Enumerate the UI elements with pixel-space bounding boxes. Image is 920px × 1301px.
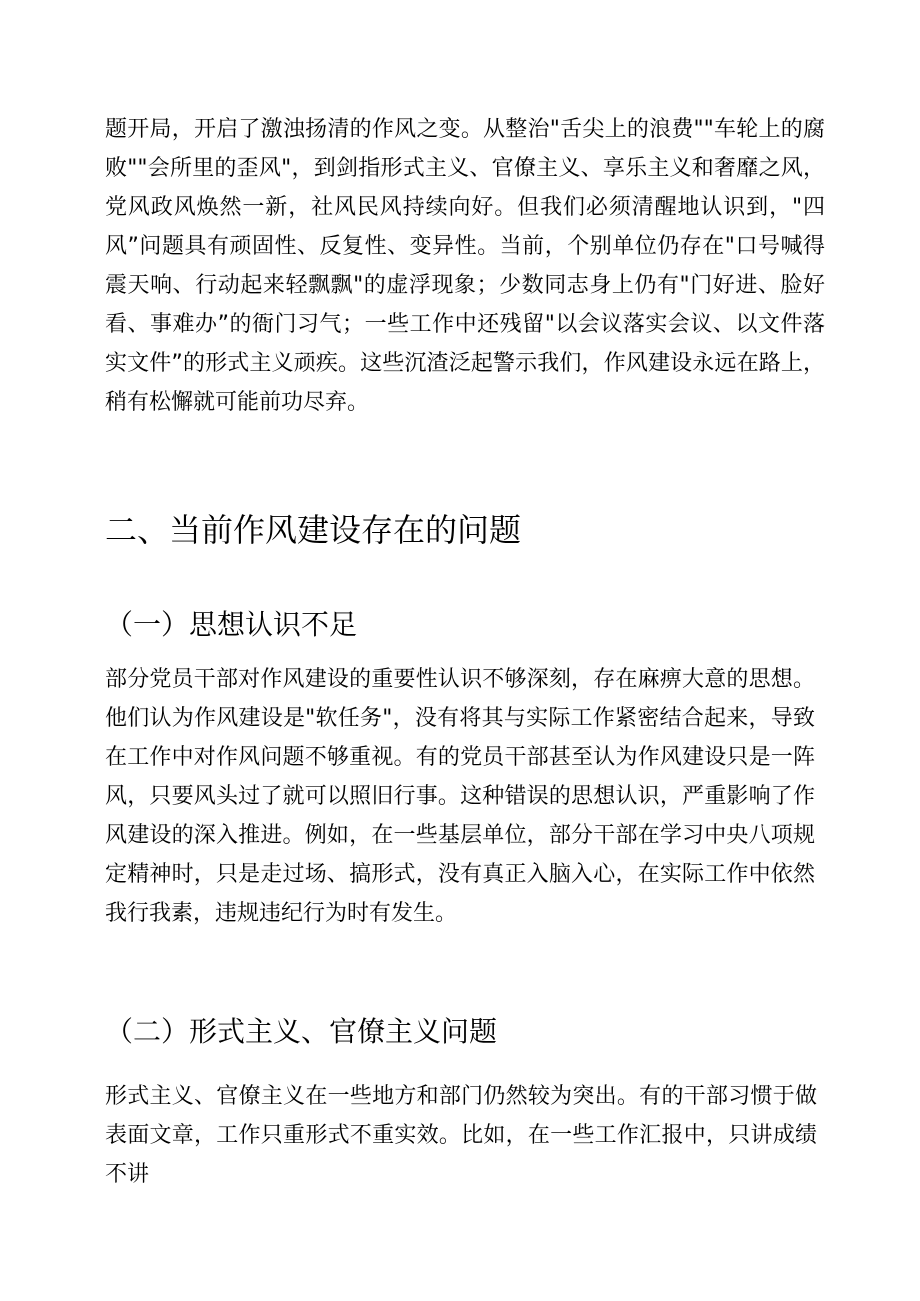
body-paragraph: 题开局，开启了激浊扬清的作风之变。从整治"舌尖上的浪费""车轮上的腐败""会所里的歪风"，到剑指形式主义、官僚主义、享乐主义和奢靡之风，党风政风焕然一新，社风民风持续向好。但我们必须清醒地认识到，"四风”问题具有顽固性、反复性、变异性。当前，个别单位仍存在"口号喊得震天响、行动起来轻飘飘"的虚浮现象；少数同志身上仍有"门好进、脸好看、事难办”的衙门习气；一些工作中还残留"以会议落实会议、以文件落实文件”的形式主义顽疾。这些沉渣泛起警示我们，作风建设永远在路上，稍有松懈就可能前功尽弃。 (105, 117, 825, 415)
body-paragraph: 部分党员干部对作风建设的重要性认识不够深刻，存在麻痹大意的思想。他们认为作风建设是"软任务"，没有将其与实际工作紧密结合起来，导致在工作中对作风问题不够重视。有的党员干部甚至认为作风建设只是一阵风，只要风头过了就可以照旧行事。这种错误的思想认识，严重影响了作风建设的深入推进。例如，在一些基层单位，部分干部在学习中央八项规定精神时，只是走过场、搞形式，没有真正入脑入心，在实际工作中依然我行我素，违规违纪行为时有发生。 (105, 667, 815, 926)
subsection-heading: （一）思想认识不足 (105, 608, 358, 641)
body-paragraph: 形式主义、官僚主义在一些地方和部门仍然较为突出。有的干部习惯于做表面文章，工作只重形式不重实效。比如，在一些工作汇报中，只讲成绩不讲 (105, 1084, 817, 1187)
subsection-heading: （二）形式主义、官僚主义问题 (105, 1015, 498, 1048)
section-heading: 二、当前作风建设存在的问题 (105, 511, 522, 549)
